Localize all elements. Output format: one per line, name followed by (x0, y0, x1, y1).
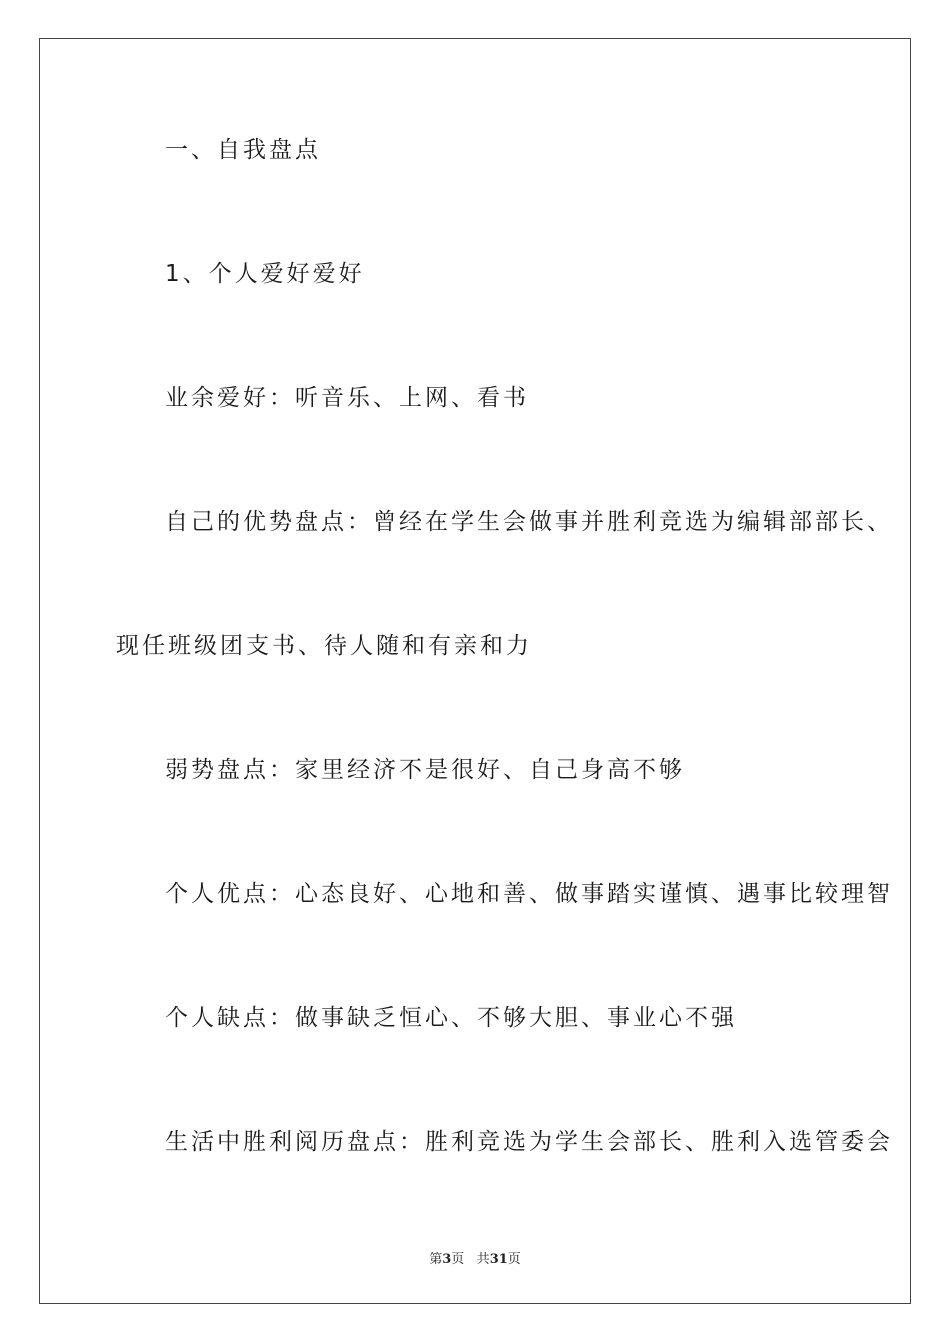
footer-page-suffix: 页 (451, 1252, 465, 1267)
footer-total-prefix: 共 (476, 1252, 490, 1267)
page-footer (0, 1248, 950, 1267)
footer-page-number: 3 (442, 1252, 452, 1267)
section-heading: 一、自我盘点 (165, 137, 321, 163)
page-border (39, 38, 911, 1304)
paragraph-shortcomings: 个人缺点：做事缺乏恒心、不够大胆、事业心不强 (165, 1005, 737, 1031)
paragraph-strengths: 自己的优势盘点：曾经在学生会做事并胜利竞选为编辑部部长、 (165, 509, 893, 535)
footer-page-prefix: 第 (429, 1252, 443, 1267)
paragraph-strengths-continued: 现任班级团支书、待人随和有亲和力 (116, 633, 532, 659)
paragraph-experience: 生活中胜利阅历盘点：胜利竞选为学生会部长、胜利入选管委会 (165, 1129, 893, 1155)
footer-total-suffix: 页 (507, 1252, 521, 1267)
footer-total-pages: 31 (489, 1252, 508, 1267)
paragraph-merits: 个人优点：心态良好、心地和善、做事踏实谨慎、遇事比较理智 (165, 881, 893, 907)
paragraph-hobbies: 业余爱好：听音乐、上网、看书 (165, 385, 529, 411)
paragraph-weaknesses: 弱势盘点：家里经济不是很好、自己身高不够 (165, 757, 685, 783)
subsection-heading: 1、个人爱好爱好 (165, 261, 365, 287)
